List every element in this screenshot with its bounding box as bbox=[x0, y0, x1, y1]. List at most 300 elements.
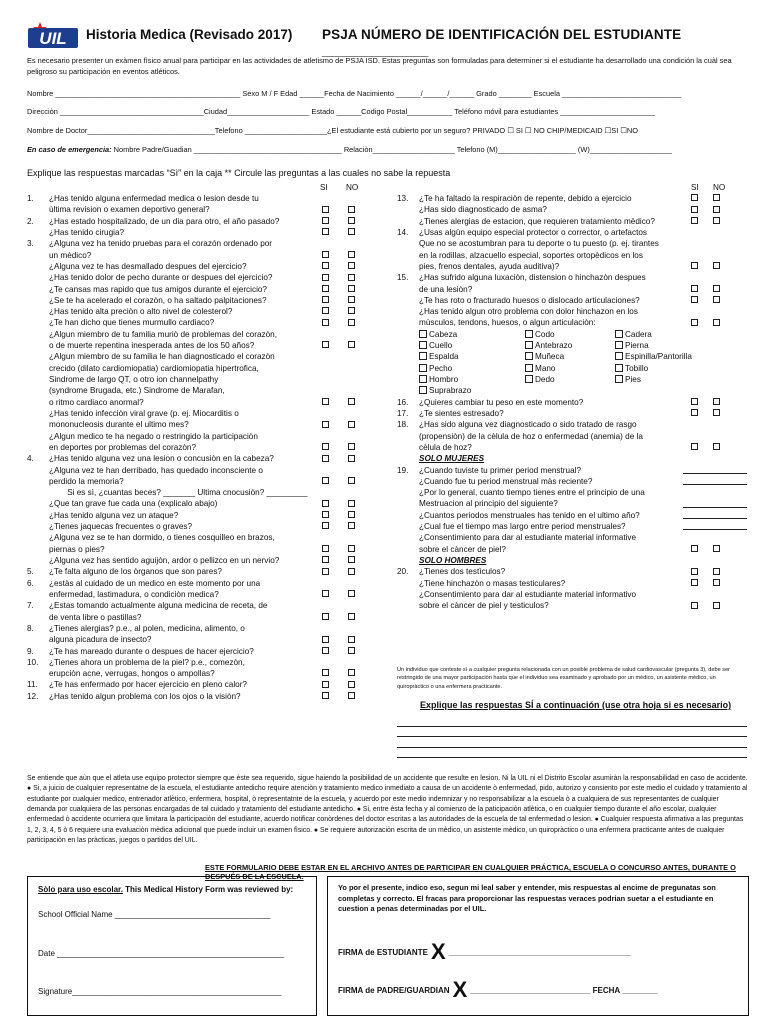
no-checkbox[interactable] bbox=[713, 262, 720, 269]
explain-line[interactable] bbox=[397, 716, 747, 727]
question-line: ¿Has tenido alguna vez una lesion o concusiòn en la cabeza? bbox=[49, 454, 274, 464]
question-line: ¿Has tenido alguna vez un ataque? bbox=[49, 510, 179, 520]
question-row bbox=[397, 578, 747, 589]
question-row bbox=[27, 566, 387, 577]
question-text bbox=[49, 510, 387, 521]
yes-checkbox[interactable] bbox=[322, 443, 329, 450]
no-checkbox[interactable] bbox=[713, 285, 720, 292]
col-no-header-right: NO bbox=[713, 183, 726, 192]
field-line-address[interactable]: Direcciòn ___________________________________Ciudad____________________ Estado ______Codigo Postal___________ Teléfono móvil para estudiantes _______________________ bbox=[27, 107, 655, 116]
col-si-header-right: SI bbox=[691, 183, 699, 192]
question-row bbox=[27, 487, 387, 510]
question-line: ¿Has sido diagnosticado de asma? bbox=[419, 205, 547, 215]
yes-checkbox[interactable] bbox=[691, 545, 698, 552]
col-si-header: SI bbox=[320, 183, 328, 192]
student-signature-field[interactable] bbox=[338, 939, 631, 965]
body-part-checkbox[interactable]: Cadera bbox=[615, 329, 735, 340]
no-checkbox[interactable] bbox=[713, 319, 720, 326]
signature-field[interactable]: Signature_______________________________________________ bbox=[38, 987, 282, 996]
question-line: ¿Por lo general, cuanto tiempo tienes entre el principio de una bbox=[419, 488, 645, 498]
explain-line[interactable] bbox=[397, 737, 747, 748]
yes-checkbox[interactable] bbox=[322, 545, 329, 552]
no-checkbox[interactable] bbox=[348, 341, 355, 348]
no-checkbox[interactable] bbox=[348, 511, 355, 518]
yes-checkbox[interactable] bbox=[322, 613, 329, 620]
uil-logo-icon bbox=[28, 20, 78, 48]
body-part-checkbox[interactable]: Pecho bbox=[419, 363, 525, 374]
question-line: ¿Algun miembro de tu familia muriò de problemas del corazòn, bbox=[49, 329, 277, 339]
parent-signature-field[interactable] bbox=[338, 977, 658, 1003]
question-line: ¿Has tenido alta preciòn o alto nivel de colesterol? bbox=[49, 307, 233, 317]
no-checkbox[interactable] bbox=[713, 194, 720, 201]
no-checkbox[interactable] bbox=[348, 568, 355, 575]
no-checkbox[interactable] bbox=[348, 228, 355, 235]
question-line: ¿Alguna vez se te han dormido, o tienes cosquilleo en brazos, bbox=[49, 533, 275, 543]
question-row bbox=[27, 578, 387, 601]
question-number bbox=[27, 510, 49, 521]
question-row bbox=[397, 487, 747, 510]
question-number: 16. bbox=[397, 397, 409, 407]
no-checkbox[interactable] bbox=[348, 443, 355, 450]
question-line: ¿Cuantos periodos menstruales has tenido en el ultimo año? bbox=[419, 510, 640, 520]
question-line: ¿Cuando tuviste tu primer period menstrual? bbox=[419, 465, 582, 475]
question-row bbox=[397, 204, 747, 215]
yes-checkbox[interactable] bbox=[691, 217, 698, 224]
question-row bbox=[27, 679, 387, 690]
question-text bbox=[49, 227, 387, 238]
question-line: ¿Consentimiento para dar al estudiante material informative bbox=[419, 533, 637, 543]
question-number bbox=[27, 295, 49, 306]
question-line: ¿Has estado hospitalizado, de un dia para otro, el año pasado? bbox=[49, 216, 280, 226]
question-line: ¿Tienes ahora un problema de la piel? p.e., comezòn, bbox=[49, 657, 245, 667]
question-row bbox=[27, 238, 387, 261]
question-line: de una lesiòn? bbox=[419, 284, 473, 294]
explain-lines[interactable] bbox=[397, 716, 747, 758]
questions-left-column bbox=[27, 182, 387, 702]
no-checkbox[interactable] bbox=[348, 522, 355, 529]
question-number bbox=[397, 306, 419, 329]
yes-checkbox[interactable] bbox=[322, 307, 329, 314]
answer-blank[interactable] bbox=[683, 476, 747, 485]
question-line: ¿Has tenido infecciòn viral grave (p. ej. Miocarditis o bbox=[49, 408, 239, 418]
yes-checkbox[interactable] bbox=[691, 319, 698, 326]
question-line: ¿Te ha faltado la respiraciòn de repente, debido a ejercicio bbox=[419, 194, 632, 203]
question-line: ¿Te sientes estresado? bbox=[419, 408, 504, 418]
question-line: piernas o pies? bbox=[49, 544, 105, 554]
student-id-title: PSJA NÚMERO DE IDENTIFICACIÓN DEL ESTUDIANTE ______________ bbox=[322, 27, 682, 59]
yes-checkbox[interactable] bbox=[691, 285, 698, 292]
question-line: ¿Usas algùn equipo especial protector o corrector, o artefactos bbox=[419, 227, 648, 237]
question-line: de venta libre o pastillas? bbox=[49, 612, 142, 622]
question-text bbox=[49, 408, 387, 431]
no-checkbox[interactable] bbox=[348, 636, 355, 643]
question-line: enfermedad, lastimadura, o condiciòn medica? bbox=[49, 589, 219, 599]
question-number: 14. bbox=[397, 227, 409, 237]
question-row bbox=[27, 521, 387, 532]
yes-checkbox[interactable] bbox=[322, 647, 329, 654]
body-part-checkbox[interactable]: Mano bbox=[525, 363, 615, 374]
question-line: mononucleosis durante el ultimo mes? bbox=[49, 420, 189, 430]
question-row bbox=[397, 419, 747, 453]
question-text bbox=[49, 284, 387, 295]
question-line: perdido la memoria? bbox=[49, 476, 124, 486]
question-row bbox=[397, 589, 747, 612]
question-number bbox=[397, 476, 419, 487]
no-checkbox[interactable] bbox=[713, 217, 720, 224]
question-line: sobre el càncer de piel y testiculos? bbox=[419, 601, 549, 611]
school-use-label: Sòlo para uso escolar. bbox=[38, 885, 123, 894]
col-no-header: NO bbox=[346, 183, 359, 192]
question-number bbox=[27, 487, 49, 510]
no-checkbox[interactable] bbox=[348, 669, 355, 676]
question-row bbox=[27, 329, 387, 352]
question-line: ¿Tienes dos testìculos? bbox=[419, 567, 506, 577]
form-title: Historia Medica (Revisado 2017) bbox=[86, 27, 293, 42]
yes-checkbox[interactable] bbox=[691, 443, 698, 450]
question-number bbox=[27, 465, 49, 488]
no-checkbox[interactable] bbox=[713, 409, 720, 416]
question-number: 7. bbox=[27, 601, 34, 611]
question-row bbox=[27, 691, 387, 702]
yes-checkbox[interactable] bbox=[322, 636, 329, 643]
yes-checkbox[interactable] bbox=[322, 511, 329, 518]
yes-checkbox[interactable] bbox=[322, 262, 329, 269]
body-part-checkbox[interactable]: Antebrazo bbox=[525, 340, 615, 351]
yes-checkbox[interactable] bbox=[322, 692, 329, 699]
yes-checkbox[interactable] bbox=[322, 296, 329, 303]
question-number bbox=[397, 532, 419, 555]
question-row bbox=[27, 272, 387, 283]
question-number: 19. bbox=[397, 465, 409, 475]
question-line: ¿Se te ha acelerado el corazòn, o ha saltado palpitaciones? bbox=[49, 295, 267, 305]
question-row bbox=[27, 193, 387, 216]
no-checkbox[interactable] bbox=[348, 500, 355, 507]
field-line-name[interactable]: Nombre _____________________________________________ Sexo M / F Edad ______Fecha de Nacimiento ______/______/______ Grado ________ Escuela _____________________________ bbox=[27, 89, 682, 98]
no-checkbox[interactable] bbox=[348, 251, 355, 258]
question-row bbox=[27, 532, 387, 555]
no-checkbox[interactable] bbox=[348, 398, 355, 405]
question-text bbox=[49, 238, 387, 261]
yes-checkbox[interactable] bbox=[691, 262, 698, 269]
no-checkbox[interactable] bbox=[348, 692, 355, 699]
question-text bbox=[49, 453, 387, 464]
no-checkbox[interactable] bbox=[348, 285, 355, 292]
question-row bbox=[27, 657, 387, 680]
no-checkbox[interactable] bbox=[713, 568, 720, 575]
question-line: ¿Alguna vez ha tenido pruebas para el corazón ordenado por bbox=[49, 239, 273, 249]
question-number: 6. bbox=[27, 578, 34, 588]
question-line: ¿Te cansas mas rapido que tus amigos durante el ejercicio? bbox=[49, 284, 267, 294]
yes-checkbox[interactable] bbox=[691, 194, 698, 201]
question-line: erupciòn acne, verrugas, hongos o ampollas? bbox=[49, 669, 215, 679]
question-row bbox=[27, 646, 387, 657]
yes-checkbox[interactable] bbox=[691, 602, 698, 609]
explain-line[interactable] bbox=[397, 748, 747, 759]
yes-checkbox[interactable] bbox=[322, 421, 329, 428]
date-field[interactable]: Date ___________________________________________________ bbox=[38, 949, 285, 958]
body-part-checkbox[interactable]: Muñeca bbox=[525, 351, 615, 362]
field-line-doctor[interactable]: Nombre de Doctor_______________________________Telefono ____________________¿El estudiante está cubierto por un seguro? PRIVADO ☐ SI ☐ NO CHIP/MEDICAID ☐SI ☐NO bbox=[27, 126, 639, 135]
question-line: crecido (dilato cardiomiopatia) cardiomiopatia hipertrofica, bbox=[49, 363, 259, 373]
question-text bbox=[49, 351, 387, 408]
yes-checkbox[interactable] bbox=[322, 285, 329, 292]
question-number: 12. bbox=[27, 691, 39, 701]
question-number: 2. bbox=[27, 216, 34, 226]
body-part-checkbox[interactable]: Suprabrazo bbox=[419, 385, 525, 396]
question-row bbox=[397, 193, 747, 204]
body-part-checkbox[interactable]: Dedo bbox=[525, 374, 615, 385]
body-part-checkbox[interactable]: Pierna bbox=[615, 340, 735, 351]
answer-blank[interactable] bbox=[683, 499, 747, 508]
question-line: ¿Alguna vez has sentido aguijòn, ardor o pellizco en un nervio? bbox=[49, 556, 280, 565]
no-checkbox[interactable] bbox=[348, 421, 355, 428]
question-number bbox=[397, 510, 419, 521]
body-part-checkbox[interactable]: Hombro bbox=[419, 374, 525, 385]
question-number: 5. bbox=[27, 567, 34, 577]
question-row bbox=[27, 510, 387, 521]
question-number bbox=[27, 408, 49, 431]
question-text bbox=[49, 306, 387, 317]
question-line: Que no se acostumbran para tu deporte o tu puesto (p. ej. tirantes bbox=[419, 239, 659, 249]
question-row bbox=[397, 295, 747, 306]
question-line: o de muerte repentina inesperada antes de los 50 años? bbox=[49, 341, 255, 351]
question-number bbox=[27, 272, 49, 283]
men-only-heading: SOLO HOMBRES bbox=[419, 556, 487, 565]
question-number bbox=[397, 295, 419, 306]
question-number: 18. bbox=[397, 420, 409, 430]
yes-checkbox[interactable] bbox=[322, 556, 329, 563]
yes-checkbox[interactable] bbox=[322, 341, 329, 348]
no-checkbox[interactable] bbox=[348, 477, 355, 484]
yes-checkbox[interactable] bbox=[322, 274, 329, 281]
question-text bbox=[49, 623, 387, 646]
question-text bbox=[49, 521, 387, 532]
question-row bbox=[27, 465, 387, 488]
question-row bbox=[27, 600, 387, 623]
body-part-checkbox[interactable]: Espalda bbox=[419, 351, 525, 362]
question-line: ¿Quieres cambiar tu peso en este momento? bbox=[419, 397, 584, 407]
question-line: ¿Has tenido alguna enfermedad medica o lesion desde tu bbox=[49, 194, 259, 203]
question-text bbox=[49, 329, 387, 352]
intro-text: Es necesario presenter un exàmen fìsico anual para participar en las actividades de atletismo de PSJA ISD. Estas preguntas son formuladas para determiner si el estudiante ha desarrollado una condición la cuàl sea peligroso su participación en eventos atléticos. bbox=[27, 56, 732, 76]
yes-checkbox[interactable] bbox=[691, 579, 698, 586]
yes-checkbox[interactable] bbox=[691, 296, 698, 303]
question-text bbox=[49, 578, 387, 601]
question-text bbox=[49, 679, 387, 690]
yes-checkbox[interactable] bbox=[322, 251, 329, 258]
no-checkbox[interactable] bbox=[348, 647, 355, 654]
no-checkbox[interactable] bbox=[348, 274, 355, 281]
question-number bbox=[27, 284, 49, 295]
yes-checkbox[interactable] bbox=[322, 568, 329, 575]
question-line: un mèdico? bbox=[49, 250, 92, 260]
question-number: 1. bbox=[27, 194, 34, 203]
question-line: ¿Cual fue el tiempo mas largo entre period menstruales? bbox=[419, 522, 626, 532]
question-number: 4. bbox=[27, 454, 34, 464]
yes-checkbox[interactable] bbox=[691, 398, 698, 405]
body-part-checkbox[interactable]: Cabeza bbox=[419, 329, 525, 340]
question-text bbox=[49, 193, 387, 216]
yes-checkbox[interactable] bbox=[322, 500, 329, 507]
no-checkbox[interactable] bbox=[348, 590, 355, 597]
body-part-checkbox[interactable]: Pies bbox=[615, 374, 735, 385]
question-line: o ritmo cardiaco anormal? bbox=[49, 397, 144, 407]
yes-checkbox[interactable] bbox=[322, 319, 329, 326]
no-checkbox[interactable] bbox=[348, 681, 355, 688]
disclaimer-text: Se entiende que aùn que el atleta use equipo protector siempre que èste sea requerido, sigue haiendo la posibilidad de un accidente que resulte en lesion. Ni la UIL ni el Distrito Escolar asumiràn la responsabilidad en caso de accidente. ● Si, a juicio de cualquier representatne de la escuela, el estudiante antedicho require atenciòn y tratamiento medico inmediato a causa de un accidente ò enfermedad, pido, autorizo y consiento por este medio el cuidado y tratamiento al estudiante por cualquier medico, entrenador atlètico, enfermera, hospital, ò representatnte de la escuela, y acuerdo por este medio indemnizar y no responsabilizar a la escuela ò a cualquiera de sus representantes de cualquier demanda por cualquiera de las personas encargadas de tal cuidado y tratamiento del estudiante antedicho. ● Si, entre èsta fecha y al comienzo de la paticipaciòn atlètica, o en cualquier tiempo durante el año escolar, cualquier enfermedad ò accidente ocurriera que limitara la participaciòn del estudiante, acuerdo notificar conòrdenes del doctor escritas a las autoridades de la escuela de tal enfermedad o lesion. ● Cualquier respuesta afirmativa a las preguntas 1, 2, 3, 4, 5 ò 6 requiere una evaluaciòn mèdica adicional que puede incluir un examen fìsico. ● Se requiere autorizaciòn escrita de un mèdico, un asistente mèdico, un quiropràctico o una enfermera practicante antes de cualquier participaciòn en las pràcticas, juegos o partidos del UIL. bbox=[27, 775, 748, 845]
yes-checkbox[interactable] bbox=[691, 409, 698, 416]
school-official-field[interactable]: School Official Name ___________________________________ bbox=[38, 910, 271, 919]
no-checkbox[interactable] bbox=[713, 443, 720, 450]
explain-instructions: Explique las respuestas marcadas “Sì” en la caja ** Circule las preguntas a las cuales no sabe la repuesta bbox=[27, 168, 451, 178]
question-row bbox=[397, 510, 747, 521]
no-checkbox[interactable] bbox=[348, 556, 355, 563]
yes-checkbox[interactable] bbox=[322, 522, 329, 529]
body-part-checkbox[interactable]: Cuello bbox=[419, 340, 525, 351]
no-checkbox[interactable] bbox=[348, 613, 355, 620]
no-checkbox[interactable] bbox=[348, 319, 355, 326]
explain-yes-heading: Explique las respuestas SÍ a continuación (use otra hoja si es necesario) bbox=[420, 700, 732, 710]
question-line: ùltima revision o examen deportivo general? bbox=[49, 205, 210, 215]
question-number bbox=[27, 227, 49, 238]
student-signature-label: FIRMA de ESTUDIANTE bbox=[338, 948, 428, 957]
question-line: sobre el càncer de piel? bbox=[419, 544, 506, 554]
yes-checkbox[interactable] bbox=[322, 455, 329, 462]
no-checkbox[interactable] bbox=[348, 545, 355, 552]
logo-text: UIL bbox=[39, 29, 67, 48]
body-part-checkbox[interactable]: Codo bbox=[525, 329, 615, 340]
emergency-label: En caso de emergencia: bbox=[27, 145, 112, 154]
answer-blank[interactable] bbox=[683, 510, 747, 519]
question-line: ¿Has tenido algun problema con los ojos o la visiòn? bbox=[49, 691, 241, 701]
questions-right-column bbox=[397, 182, 747, 612]
question-number: 10. bbox=[27, 657, 39, 667]
question-number bbox=[27, 532, 49, 555]
question-line: ¿Has tenido dolor de pecho durante or despues del ejercicio? bbox=[49, 273, 273, 283]
question-line: ¿Algun medico te ha negado o restringido la participaciòn bbox=[49, 431, 258, 441]
question-number: 15. bbox=[397, 273, 409, 283]
question-row bbox=[27, 306, 387, 317]
question-number bbox=[27, 555, 49, 566]
question-line: ¿Tienes alergias? p.e., al polen, medicina, alimento, o bbox=[49, 623, 245, 633]
question-row bbox=[27, 623, 387, 646]
no-checkbox[interactable] bbox=[348, 455, 355, 462]
question-line: ¿Tienes jaquecas frecuentes o graves? bbox=[49, 522, 193, 532]
question-line: Si es sì, ¿cuantas beces? _______ Ultima cnocusiòn? _________ bbox=[49, 488, 308, 498]
question-number: 3. bbox=[27, 239, 34, 249]
no-checkbox[interactable] bbox=[348, 307, 355, 314]
no-checkbox[interactable] bbox=[713, 296, 720, 303]
question-number: 11. bbox=[27, 680, 38, 690]
page-header bbox=[22, 18, 748, 59]
question-row bbox=[27, 555, 387, 566]
answer-blank[interactable] bbox=[683, 465, 747, 474]
no-checkbox[interactable] bbox=[713, 206, 720, 213]
yes-checkbox[interactable] bbox=[322, 206, 329, 213]
body-part-checkbox[interactable]: Espinilla/Pantorilla bbox=[615, 351, 735, 362]
question-line: Sindrome de largo QT, o otro ion channelpathy bbox=[49, 375, 219, 384]
question-line: ¿Que tan grave fue cada una (explicalo abajo) bbox=[49, 499, 218, 509]
cardio-note: Un individuo que conteste sì a cualquier pregunta relacionada con un posible problema de salud cardiovascular (pregunta 3), debe ser restringido de una mayor participaciòn hasta que el individuo sea examinado y aprobado por un mèdico, un asistente mèdico, un quiropràctico o una enfermera practicante. bbox=[397, 667, 731, 690]
yes-checkbox[interactable] bbox=[322, 590, 329, 597]
question-number bbox=[27, 317, 49, 328]
question-row bbox=[397, 227, 747, 272]
question-row bbox=[397, 476, 747, 487]
x-mark: X bbox=[452, 977, 468, 1002]
no-checkbox[interactable] bbox=[348, 296, 355, 303]
question-text bbox=[49, 261, 387, 272]
question-line: ¿Alguna vez te han derribado, has quedado inconsciente o bbox=[49, 465, 263, 475]
yes-checkbox[interactable] bbox=[691, 568, 698, 575]
no-checkbox[interactable] bbox=[713, 545, 720, 552]
question-line: ¿Estas tomando actualmente alguna medicina de receta, de bbox=[49, 601, 268, 611]
no-checkbox[interactable] bbox=[348, 206, 355, 213]
question-row bbox=[27, 351, 387, 408]
question-number bbox=[397, 578, 419, 589]
attestation-statement: Yo por el presente, indico eso, segun mi leal saber y entender, mis respuestas al encime de pregunatas son completas y correcto. El fracas para proporcionar las respuestas veraces podrian suetar a el estudiante en cuestion a penas determinadas por el UIL. bbox=[338, 883, 716, 914]
emergency-fields: Nombre Padre/Guadian ____________________________________ Relaciòn____________________ Telefono (M)___________________ (W)____________________ bbox=[111, 145, 673, 154]
question-row bbox=[27, 261, 387, 272]
question-line: ¿estàs al cuidado de un medico en este momento por una bbox=[49, 578, 261, 588]
question-text bbox=[49, 691, 387, 702]
no-checkbox[interactable] bbox=[348, 217, 355, 224]
no-checkbox[interactable] bbox=[348, 262, 355, 269]
no-checkbox[interactable] bbox=[713, 398, 720, 405]
question-number: 20. bbox=[397, 567, 409, 577]
question-line: en la rodillas, alzacuello especial, soportes ortopèdicos en los bbox=[419, 250, 643, 260]
question-line: (syndrome Brugada, etc.) Sindrome de Marafan, bbox=[49, 386, 225, 396]
yes-checkbox[interactable] bbox=[322, 681, 329, 688]
question-line: mùsculos, tendons, huesos, o algun articulaciòn: bbox=[419, 318, 596, 328]
body-part-checkbox[interactable]: Tobillo bbox=[615, 363, 735, 374]
explain-line[interactable] bbox=[397, 727, 747, 738]
question-number: 17. bbox=[397, 408, 409, 418]
yes-checkbox[interactable] bbox=[691, 206, 698, 213]
yes-checkbox[interactable] bbox=[322, 228, 329, 235]
question-line: ¿Has tenido algun otro problema con dolor hinchazon en los bbox=[419, 307, 638, 317]
yes-checkbox[interactable] bbox=[322, 217, 329, 224]
question-row bbox=[27, 295, 387, 306]
parent-signature-label: FIRMA de PADRE/GUARDIAN bbox=[338, 986, 450, 995]
question-row bbox=[397, 566, 747, 577]
question-line: Mestruacion al principio del siguiente? bbox=[419, 499, 558, 509]
no-checkbox[interactable] bbox=[713, 602, 720, 609]
question-line: ¿Alguna vez te has desmallado despues del ejercicio? bbox=[49, 261, 247, 271]
no-checkbox[interactable] bbox=[713, 579, 720, 586]
question-number bbox=[397, 589, 419, 612]
question-row bbox=[27, 453, 387, 464]
question-line: ¿Consentimiento para dar al estudiante material informativo bbox=[419, 589, 637, 599]
question-number: 13. bbox=[397, 194, 409, 203]
question-row bbox=[397, 521, 747, 532]
question-number bbox=[27, 329, 49, 352]
question-text bbox=[49, 216, 387, 227]
question-row bbox=[397, 408, 747, 419]
question-line: ¿Tienes alergias de estacion, que requieren tratamiento mèdico? bbox=[419, 216, 655, 226]
answer-blank[interactable] bbox=[683, 521, 747, 530]
question-row bbox=[27, 216, 387, 227]
women-only-heading: SOLO MUJERES bbox=[419, 454, 485, 464]
yes-checkbox[interactable] bbox=[322, 669, 329, 676]
question-text bbox=[49, 465, 387, 488]
body-part-checklist bbox=[397, 329, 747, 397]
question-number bbox=[397, 204, 419, 215]
question-row bbox=[397, 216, 747, 227]
yes-checkbox[interactable] bbox=[322, 398, 329, 405]
yes-checkbox[interactable] bbox=[322, 477, 329, 484]
question-row bbox=[397, 465, 747, 476]
field-line-emergency[interactable] bbox=[27, 146, 747, 155]
